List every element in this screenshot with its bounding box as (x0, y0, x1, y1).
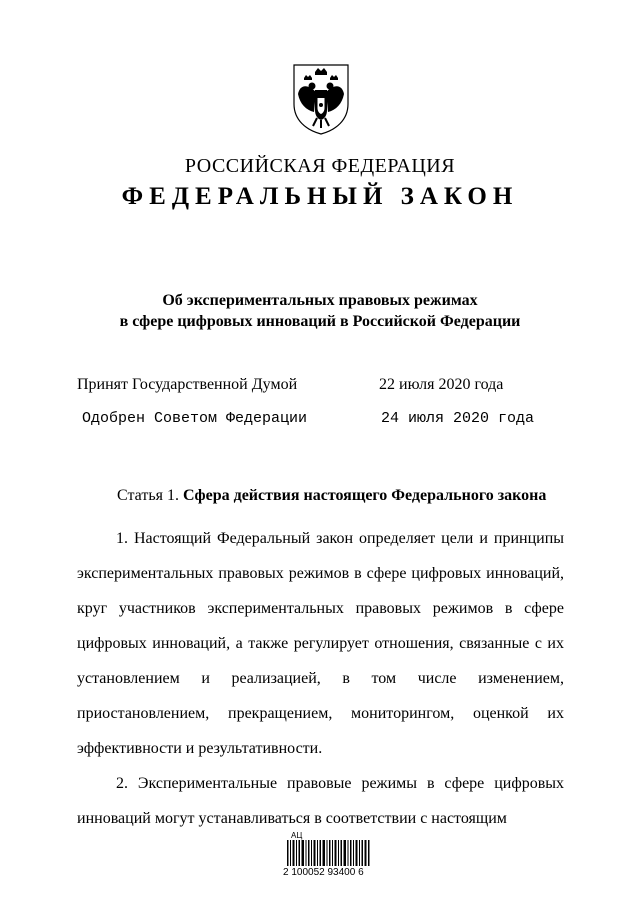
article-number: Статья 1. (117, 487, 179, 504)
law-title-line-1: Об экспериментальных правовых режимах (162, 292, 478, 309)
adoption-date: 24 июля 2020 года (381, 410, 535, 427)
document-type: ФЕДЕРАЛЬНЫЙ ЗАКОН (121, 183, 519, 210)
article-title: Сфера действия настоящего Федерального закона (182, 487, 547, 504)
adoption-date: 22 июля 2020 года (379, 376, 504, 393)
barcode-bars-icon (287, 840, 371, 866)
emblem (290, 62, 352, 136)
law-title (0, 290, 640, 332)
barcode (279, 831, 379, 881)
barcode-number: 2 100052 93400 6 (283, 867, 364, 878)
article-body (77, 521, 564, 836)
article-heading (117, 487, 546, 505)
adoption-label: Принят Государственной Думой (77, 376, 298, 393)
paragraph: 2. Экспериментальные правовые режимы в сфере цифровых инноваций могут устанавливаться в соответствии с настоящим (77, 775, 564, 827)
law-title-line-2: в сфере цифровых инноваций в Российской Федерации (119, 313, 521, 330)
country-name: РОССИЙСКАЯ ФЕДЕРАЦИЯ (184, 155, 456, 177)
russian-coat-of-arms-icon (290, 62, 352, 136)
barcode-mark: АЦ (291, 831, 303, 840)
paragraph: 1. Настоящий Федеральный закон определяет цели и принципы экспериментальных правовых режимов в сфере цифровых инноваций, круг участников экспериментальных правовых режимов в сфере цифровых инноваций, а также регулирует отношения, связанные с их установлением и реализацией, в том числе изменением, приостановлением, прекращением, мониторингом, оценкой их эффективности и результативности. (77, 530, 564, 757)
adoption-label: Одобрен Советом Федерации (82, 410, 308, 427)
